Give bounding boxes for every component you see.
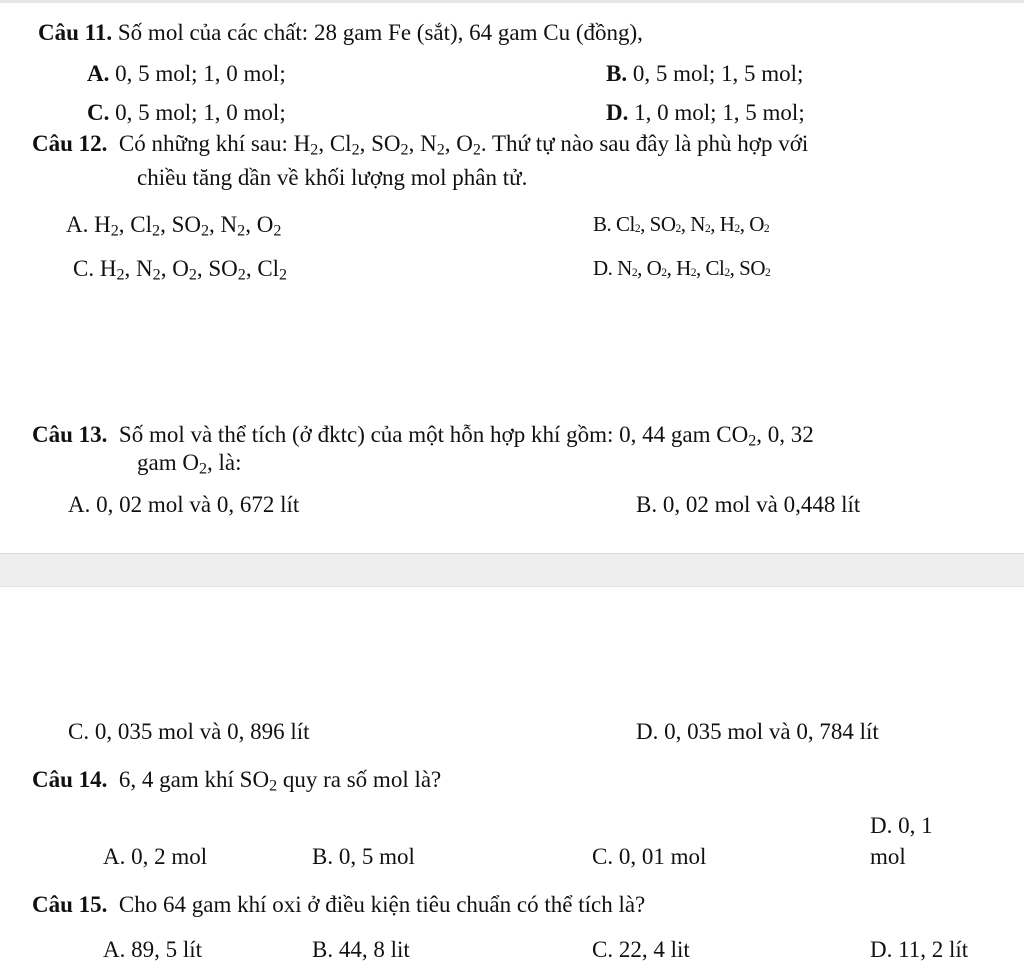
q12-option-b: B. $Cl_2$, $SO_2$, $N_2$, $H_2$, $O_2$ [593,212,770,236]
q11-option-a [87,61,286,87]
formula-o2-q13: $O_2$ [182,450,208,478]
q13-text-line1-end: , 0, 32 [756,422,814,447]
q12-a-letter: A. [66,212,89,237]
q12-b-letter: B. [593,212,612,236]
formula-o2: $O_2$ [456,131,481,159]
q12-c-letter: C. [73,256,95,281]
q12-text-prefix: Có những khí sau: [118,131,288,156]
q15-option-a: A. 89, 5 lít [103,937,203,962]
q11-d-letter: D. [606,100,629,125]
q11-text: Số mol của các chất: 28 gam Fe (sắt), 64 gam Cu (đồng), [117,20,643,45]
q14-option-d-line1: D. 0, 1 [870,813,933,838]
q14-label: Câu 14. [32,767,108,792]
q14-option-a: A. 0, 2 mol [103,844,208,869]
formula-so2-q14: $SO_2$ [239,767,278,795]
q13-text-line2-suffix: , là: [207,450,242,475]
q11-option-c [87,100,286,126]
q11-b-text: 0, 5 mol; 1, 5 mol; [627,61,804,86]
q13-option-a: A. 0, 02 mol và 0, 672 lít [68,492,300,517]
q13-option-b: B. 0, 02 mol và 0,448 lít [636,492,861,517]
q12-text-suffix: . Thứ tự nào sau đây là phù hợp với [480,131,809,156]
q13-option-c: C. 0, 035 mol và 0, 896 lít [68,719,310,744]
q15-stem [32,892,645,918]
q13-text-line1: Số mol và thể tích (ở đktc) của một hỗn hợp khí gồm: 0, 44 gam [118,422,711,447]
q11-option-d [606,100,805,126]
q14-option-b: B. 0, 5 mol [312,844,415,869]
q11-stem [38,20,643,46]
q11-d-text: 1, 0 mol; 1, 5 mol; [628,100,805,125]
q14-text-prefix: 6, 4 gam khí [118,767,234,792]
q13-option-d: D. 0, 035 mol và 0, 784 lít [636,719,879,744]
q13-stem [32,422,814,448]
q12-stem: Câu 12. Có những khí sau: $H_2$, $Cl_2$, $SO_2$, $N_2$, $O_2$. Thứ tự nào sau đây là phù hợp với [32,131,809,159]
q13-text-line2-prefix: gam [137,450,177,475]
formula-n2: $N_2$ [420,131,445,159]
q12-label: Câu 12. [32,131,108,156]
page-top-border [0,0,1024,3]
q14-text-suffix: quy ra số mol là? [282,767,442,792]
q12-option-d: D. $N_2$, $O_2$, $H_2$, $Cl_2$, $SO_2$ [593,256,771,280]
formula-h2: $H_2$ [293,131,319,159]
q15-label: Câu 15. [32,892,108,917]
q13-stem-line2 [137,450,242,476]
formula-co2: $CO_2$ [716,422,757,450]
page-break [0,553,1024,587]
q11-c-letter: C. [87,100,110,125]
q14-option-c: C. 0, 01 mol [592,844,707,869]
q15-option-c: C. 22, 4 lit [592,937,690,962]
q14-stem [32,767,441,793]
q14-option-d-line2: mol [870,844,906,869]
q15-text: Cho 64 gam khí oxi ở điều kiện tiêu chuẩn có thể tích là? [118,892,646,917]
q12-stem-line2: chiều tăng dần về khối lượng mol phân tử. [137,165,528,190]
q11-a-text: 0, 5 mol; 1, 0 mol; [109,61,286,86]
formula-so2: $SO_2$ [371,131,409,159]
q12-option-c: C. $H_2$, $N_2$, $O_2$, $SO_2$, $Cl_2$ [73,256,288,284]
formula-cl2: $Cl_2$ [329,131,360,159]
q11-a-letter: A. [87,61,110,86]
q15-option-b: B. 44, 8 lit [312,937,410,962]
q13-label: Câu 13. [32,422,108,447]
q11-label: Câu 11. [38,20,113,45]
q11-option-b [606,61,803,87]
q11-b-letter: B. [606,61,628,86]
q12-d-letter: D. [593,256,613,280]
q11-c-text: 0, 5 mol; 1, 0 mol; [109,100,286,125]
q15-option-d: D. 11, 2 lít [870,937,969,962]
q12-option-a: A. $H_2$, $Cl_2$, $SO_2$, $N_2$, $O_2$ [66,212,282,240]
